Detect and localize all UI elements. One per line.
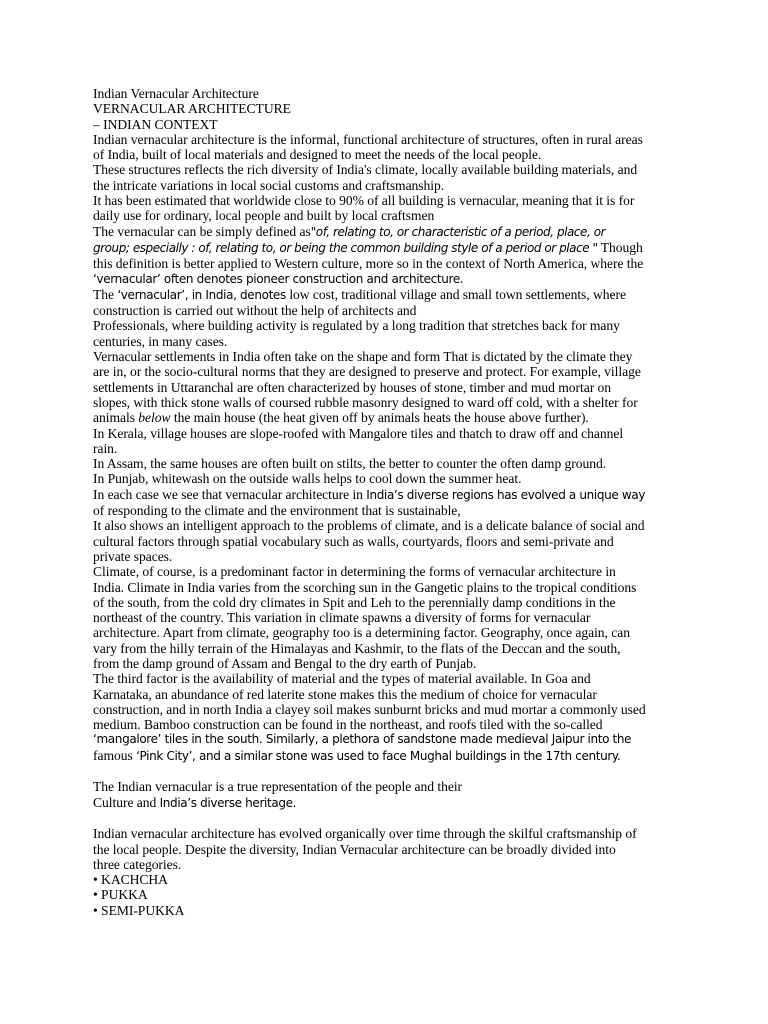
text-line: ‘vernacular’ often denotes pioneer construction and architecture. [93, 271, 464, 286]
paragraph-estimate [93, 193, 708, 224]
text-line: medium. Bamboo construction can be found in the northeast, and roofs tiled with the so-called [93, 717, 603, 733]
text-line [93, 410, 708, 425]
text-run: low cost, traditional village and small town settlements, where [289, 286, 626, 302]
document-body [93, 86, 708, 918]
document-subheading: – INDIAN CONTEXT [93, 116, 218, 132]
text-run: the main house (the heat given off by animals heats the house above further). [170, 410, 589, 426]
text-line: Indian vernacular architecture has evolved organically over time through the skilful craftsmanship of [93, 826, 637, 842]
paragraph-settlements [93, 349, 708, 425]
text-line: from the damp ground of Assam and Bengal to the dry earth of Punjab. [93, 655, 477, 671]
text-line [93, 224, 708, 240]
text-line: construction is carried out without the help of architects and [93, 303, 417, 319]
text-line [93, 487, 708, 503]
text-line [93, 287, 708, 303]
paragraph-vernacular-definition [93, 224, 708, 287]
text-line: vary from the hilly terrain of the Himalayas and Kashmir, to the flats of the Deccan and the south, [93, 640, 621, 656]
text-line: India. Climate in India varies from the scorching sun in the Gangetic plains to the tropical conditions [93, 579, 637, 595]
paragraph-definition [93, 132, 708, 163]
text-line: northeast of the country. This variation in climate spawns a diversity of forms for vernacular [93, 610, 591, 626]
category-item-pukka: • PUKKA [93, 887, 148, 903]
italic-text: below [138, 410, 171, 426]
paragraph-diversity [93, 162, 708, 193]
text-run: India’s diverse regions has evolved a unique way [366, 487, 646, 502]
text-run: In each case we see that vernacular architecture in [93, 486, 367, 502]
quote-text: group; especially : of, relating to, or being the common building style of a period or place " [93, 240, 598, 255]
text-run: famous [93, 747, 137, 763]
text-run: Culture and [93, 794, 160, 810]
paragraph-vernacular-india [93, 287, 708, 349]
text-run: The [93, 286, 118, 302]
paragraph-assam: In Assam, the same houses are often built on stilts, the better to counter the often damp ground. [93, 456, 607, 472]
paragraph-representation [93, 779, 708, 811]
text-run: Though [597, 239, 643, 255]
text-run: animals [93, 410, 139, 426]
text-line: ‘mangalore’ tiles in the south. Similarly, a plethora of sandstone made medieval Jaipur into the [93, 732, 632, 747]
text-line: private spaces. [93, 548, 173, 564]
category-item-kachcha: • KACHCHA [93, 872, 168, 888]
text-line: Vernacular settlements in India often take on the shape and form That is dictated by the climate they [93, 349, 633, 365]
paragraph-spacer [93, 811, 708, 826]
text-line: construction, and in north India a clayey soil makes sunburnt bricks and mud mortar a commonly used [93, 701, 646, 717]
quote-text: "of, relating to, or characteristic of a period, place, or [310, 224, 606, 239]
text-line: this definition is better applied to Western culture, more so in the context of North America, where the [93, 256, 644, 272]
text-line: The Indian vernacular is a true representation of the people and their [93, 779, 463, 795]
paragraph-punjab: In Punjab, whitewash on the outside walls helps to cool down the summer heat. [93, 471, 522, 487]
category-list [93, 872, 708, 918]
text-line: In Kerala, village houses are slope-roofed with Mangalore tiles and thatch to draw off and channel [93, 425, 624, 441]
text-run: India’s diverse heritage. [159, 795, 297, 810]
text-line: These structures reflects the rich diversity of India's climate, locally available building materials, and [93, 162, 638, 178]
paragraph-categories [93, 826, 708, 872]
text-line: of the south, from the cold dry climates in Spit and Leh to the perennially damp conditions in the [93, 594, 616, 610]
text-line: the intricate variations in local social customs and craftsmanship. [93, 177, 445, 193]
text-run: ‘Pink City’, and a similar stone was used to face Mughal buildings in the 17th century. [136, 748, 621, 763]
text-line: the local people. Despite the diversity, Indian Vernacular architecture can be broadly divided into [93, 841, 616, 857]
paragraph-kerala [93, 426, 708, 457]
paragraph-intelligent-approach [93, 518, 708, 564]
text-line [93, 240, 708, 256]
text-line: The third factor is the availability of material and the types of material available. In Goa and [93, 671, 591, 687]
text-line: It has been estimated that worldwide close to 90% of all building is vernacular, meaning that it is for [93, 193, 635, 209]
text-line: Climate, of course, is a predominant factor in determining the forms of vernacular architecture in [93, 564, 616, 580]
category-item-semi-pukka: • SEMI-PUKKA [93, 902, 185, 918]
paragraph-each-case [93, 487, 708, 519]
text-line: architecture. Apart from climate, geography too is a determining factor. Geography, once again, can [93, 625, 630, 641]
text-run: The vernacular can be simply defined as [93, 223, 311, 239]
text-line: rain. [93, 440, 118, 456]
text-line: of India, built of local materials and designed to meet the needs of the local people. [93, 147, 542, 163]
text-line: are in, or the socio-cultural norms that they are designed to preserve and protect. For example, village [93, 364, 641, 380]
text-line: of responding to the climate and the environment that is sustainable, [93, 503, 461, 519]
text-line [93, 795, 708, 811]
text-line: three categories. [93, 856, 182, 872]
paragraph-spacer [93, 764, 708, 779]
text-line: settlements in Uttaranchal are often characterized by houses of stone, timber and mud mortar on [93, 379, 612, 395]
text-line: cultural factors through spatial vocabulary such as walls, courtyards, floors and semi-private and [93, 533, 614, 549]
text-line: slopes, with thick stone walls of coursed rubble masonry designed to ward off cold, with a shelter for [93, 394, 638, 410]
text-line: It also shows an intelligent approach to the problems of climate, and is a delicate balance of social and [93, 518, 645, 534]
text-line: daily use for ordinary, local people and built by local craftsmen [93, 208, 435, 224]
paragraph-climate [93, 564, 708, 671]
text-line: Indian vernacular architecture is the informal, functional architecture of structures, often in rural areas [93, 131, 643, 147]
text-line: centuries, in many cases. [93, 333, 228, 349]
paragraph-material [93, 671, 708, 764]
document-title: Indian Vernacular Architecture [93, 86, 259, 101]
document-heading: VERNACULAR ARCHITECTURE [93, 101, 291, 117]
text-line [93, 748, 708, 764]
text-line: Professionals, where building activity is regulated by a long tradition that stretches back for many [93, 318, 620, 334]
text-run: ‘vernacular’, in India, denotes [117, 287, 290, 302]
text-line: Karnataka, an abundance of red laterite stone makes this the medium of choice for vernacular [93, 686, 597, 702]
